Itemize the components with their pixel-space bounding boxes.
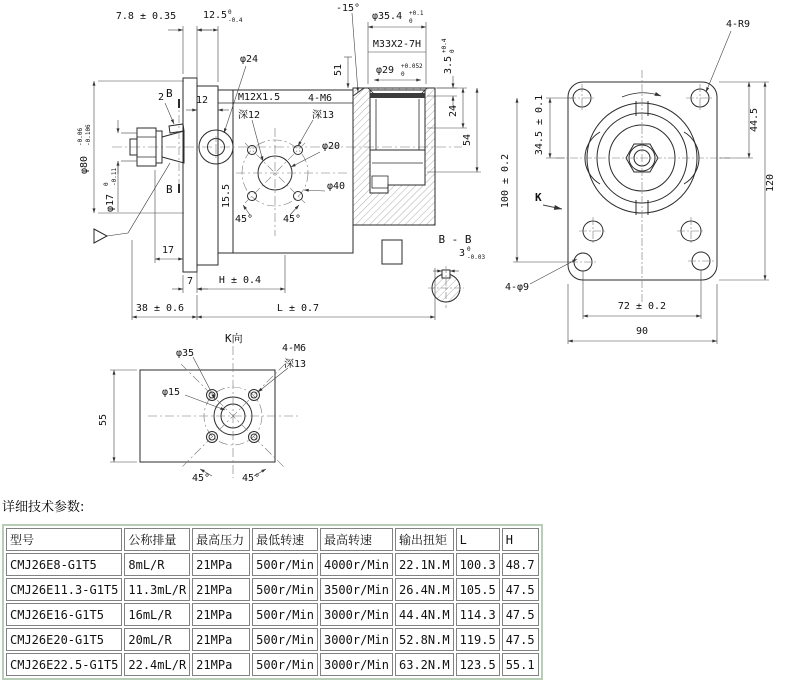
dim-4-r9: 4-R9 — [726, 19, 751, 30]
specs-cell: 21MPa — [192, 653, 250, 676]
dim-h: H ± 0.4 — [218, 275, 262, 286]
angle-45-left: 45° — [235, 214, 254, 225]
front-view — [556, 70, 730, 302]
side-view — [94, 78, 462, 272]
table-row — [6, 578, 539, 601]
specs-header-cell: 最高压力 — [192, 528, 250, 551]
specs-cell: 21MPa — [192, 578, 250, 601]
specs-cell: 11.3mL/R — [124, 578, 190, 601]
table-row — [6, 553, 539, 576]
dim-100: 100 ± 0.2 — [500, 153, 511, 209]
table-row — [6, 628, 539, 651]
specs-cell: 500r/Min — [252, 578, 318, 601]
depth-12: 深12 — [238, 110, 261, 121]
k-view-title: K向 — [225, 332, 243, 345]
dim-phi35-4: φ35.4 — [372, 11, 403, 22]
specs-cell: 119.5 — [456, 628, 500, 651]
specs-cell: 20mL/R — [124, 628, 190, 651]
dim-phi35-4-sup: +0.1 — [409, 10, 424, 17]
dim-phi17-sup: 0 — [103, 182, 110, 186]
thread-m33x2-7h: M33X2-7H — [372, 39, 422, 50]
angle-neg-15: -15° — [336, 3, 361, 14]
angle-45-right: 45° — [283, 214, 302, 225]
dim-12-5: 12.5 — [203, 10, 228, 21]
k-view — [140, 346, 300, 478]
dim-phi29-sub: 0 — [401, 71, 405, 78]
specs-cell: 123.5 — [456, 653, 500, 676]
dim-phi80-sub: -0.106 — [85, 124, 92, 146]
specs-cell: 21MPa — [192, 628, 250, 651]
specs-cell: 47.5 — [502, 578, 539, 601]
specs-cell: 47.5 — [502, 628, 539, 651]
specs-cell: 22.1N.M — [395, 553, 454, 576]
dim-phi35: φ35 — [176, 348, 195, 359]
dim-90: 90 — [635, 326, 649, 337]
dim-3-5: 3.5 — [443, 55, 454, 74]
specs-cell: 52.8N.M — [395, 628, 454, 651]
specs-cell: 16mL/R — [124, 603, 190, 626]
dim-keyway-3-sub: -0.03 — [467, 254, 486, 261]
k-angle-45-left: 45° — [192, 473, 211, 484]
table-row — [6, 653, 539, 676]
specs-cell: 3000r/Min — [320, 653, 393, 676]
specs-title: 详细技术参数: — [2, 500, 85, 515]
dim-54: 54 — [462, 133, 473, 147]
specs-cell: 500r/Min — [252, 553, 318, 576]
specs-header-cell: 最低转速 — [252, 528, 318, 551]
dim-phi15: φ15 — [162, 387, 181, 398]
specs-section — [2, 496, 798, 680]
dim-7: 7 — [187, 276, 194, 287]
dim-15-5: 15.5 — [221, 183, 232, 209]
specs-cell: 500r/Min — [252, 603, 318, 626]
k-depth-13: 深13 — [284, 359, 307, 370]
specs-cell: 63.2N.M — [395, 653, 454, 676]
dim-phi40: φ40 — [327, 181, 346, 192]
thread-m12x1-5: M12X1.5 — [238, 92, 281, 103]
dim-phi35-4-sub: 0 — [409, 18, 413, 25]
front-view-dimensions — [513, 31, 769, 344]
specs-cell: 105.5 — [456, 578, 500, 601]
dim-12: 12 — [196, 95, 209, 106]
specs-cell: 26.4N.M — [395, 578, 454, 601]
k-thread-4-m6: 4-M6 — [282, 343, 307, 354]
specs-header-cell: L — [456, 528, 500, 551]
specs-cell: 47.5 — [502, 603, 539, 626]
specs-header-cell: 最高转速 — [320, 528, 393, 551]
specs-cell: CMJ26E11.3-G1T5 — [6, 578, 122, 601]
specs-cell: 48.7 — [502, 553, 539, 576]
specs-cell: 4000r/Min — [320, 553, 393, 576]
section-bb-title: B - B — [438, 233, 472, 246]
dim-3-5-sup: +0.4 — [441, 38, 448, 53]
dim-key-2: 2 — [158, 92, 165, 103]
specs-cell: 3500r/Min — [320, 578, 393, 601]
specs-cell: 8mL/R — [124, 553, 190, 576]
specs-header-cell: 公称排量 — [124, 528, 190, 551]
k-view-dimensions — [110, 357, 288, 476]
dim-phi17-sub: -0.11 — [111, 167, 118, 186]
specs-cell: 21MPa — [192, 603, 250, 626]
specs-cell: CMJ26E16-G1T5 — [6, 603, 122, 626]
specs-cell: 44.4N.M — [395, 603, 454, 626]
specs-cell: CMJ26E22.5-G1T5 — [6, 653, 122, 676]
specs-cell: CMJ26E20-G1T5 — [6, 628, 122, 651]
dim-l: L ± 0.7 — [276, 303, 320, 314]
dim-phi80-sup: -0.06 — [77, 127, 84, 146]
dim-phi80: φ80 — [79, 155, 90, 174]
dim-3-5-sub: 0 — [449, 49, 456, 53]
specs-header-cell: 型号 — [6, 528, 122, 551]
dim-51: 51 — [333, 63, 344, 77]
dim-120: 120 — [765, 173, 776, 193]
front-view-labels — [500, 19, 776, 337]
dim-12-5-sub: -0.4 — [228, 17, 243, 24]
specs-cell: 21MPa — [192, 553, 250, 576]
dim-7-8: 7.8 ± 0.35 — [115, 11, 177, 22]
specs-header-row — [6, 528, 539, 551]
dim-4-phi9: 4-φ9 — [505, 282, 530, 293]
specs-cell: CMJ26E8-G1T5 — [6, 553, 122, 576]
dim-72: 72 ± 0.2 — [617, 301, 667, 312]
dim-keyway-3-sup: 0 — [467, 246, 471, 253]
section-mark-b-top: B — [166, 87, 173, 100]
specs-cell: 3000r/Min — [320, 628, 393, 651]
specs-header-cell: H — [502, 528, 539, 551]
dim-34-5: 34.5 ± 0.1 — [534, 94, 545, 156]
specs-header-cell: 输出扭矩 — [395, 528, 454, 551]
dim-keyway-3: 3 — [459, 248, 466, 259]
dim-17: 17 — [162, 245, 175, 256]
dim-phi29-sup: +0.052 — [401, 63, 423, 70]
dim-phi24: φ24 — [240, 54, 259, 65]
specs-cell: 114.3 — [456, 603, 500, 626]
specs-cell: 55.1 — [502, 653, 539, 676]
specs-cell: 3000r/Min — [320, 603, 393, 626]
section-mark-b-bottom: B — [166, 183, 173, 196]
thread-4-m6: 4-M6 — [308, 93, 333, 104]
dim-phi29: φ29 — [376, 65, 395, 76]
specs-cell: 100.3 — [456, 553, 500, 576]
dim-38: 38 ± 0.6 — [135, 303, 185, 314]
dim-44-5: 44.5 — [749, 107, 760, 133]
table-row — [6, 603, 539, 626]
dim-phi20: φ20 — [322, 141, 341, 152]
specs-cell: 500r/Min — [252, 628, 318, 651]
depth-13: 深13 — [312, 110, 335, 121]
dim-12-5-sup: 0 — [228, 9, 232, 16]
dim-24: 24 — [448, 104, 459, 118]
specs-cell: 22.4mL/R — [124, 653, 190, 676]
specs-cell: 500r/Min — [252, 653, 318, 676]
specs-table — [2, 524, 543, 680]
k-angle-45-right: 45° — [242, 473, 261, 484]
dim-55: 55 — [98, 413, 109, 427]
view-arrow-k: K — [535, 191, 542, 204]
dim-phi17: φ17 — [105, 193, 116, 212]
section-bb — [428, 233, 485, 308]
